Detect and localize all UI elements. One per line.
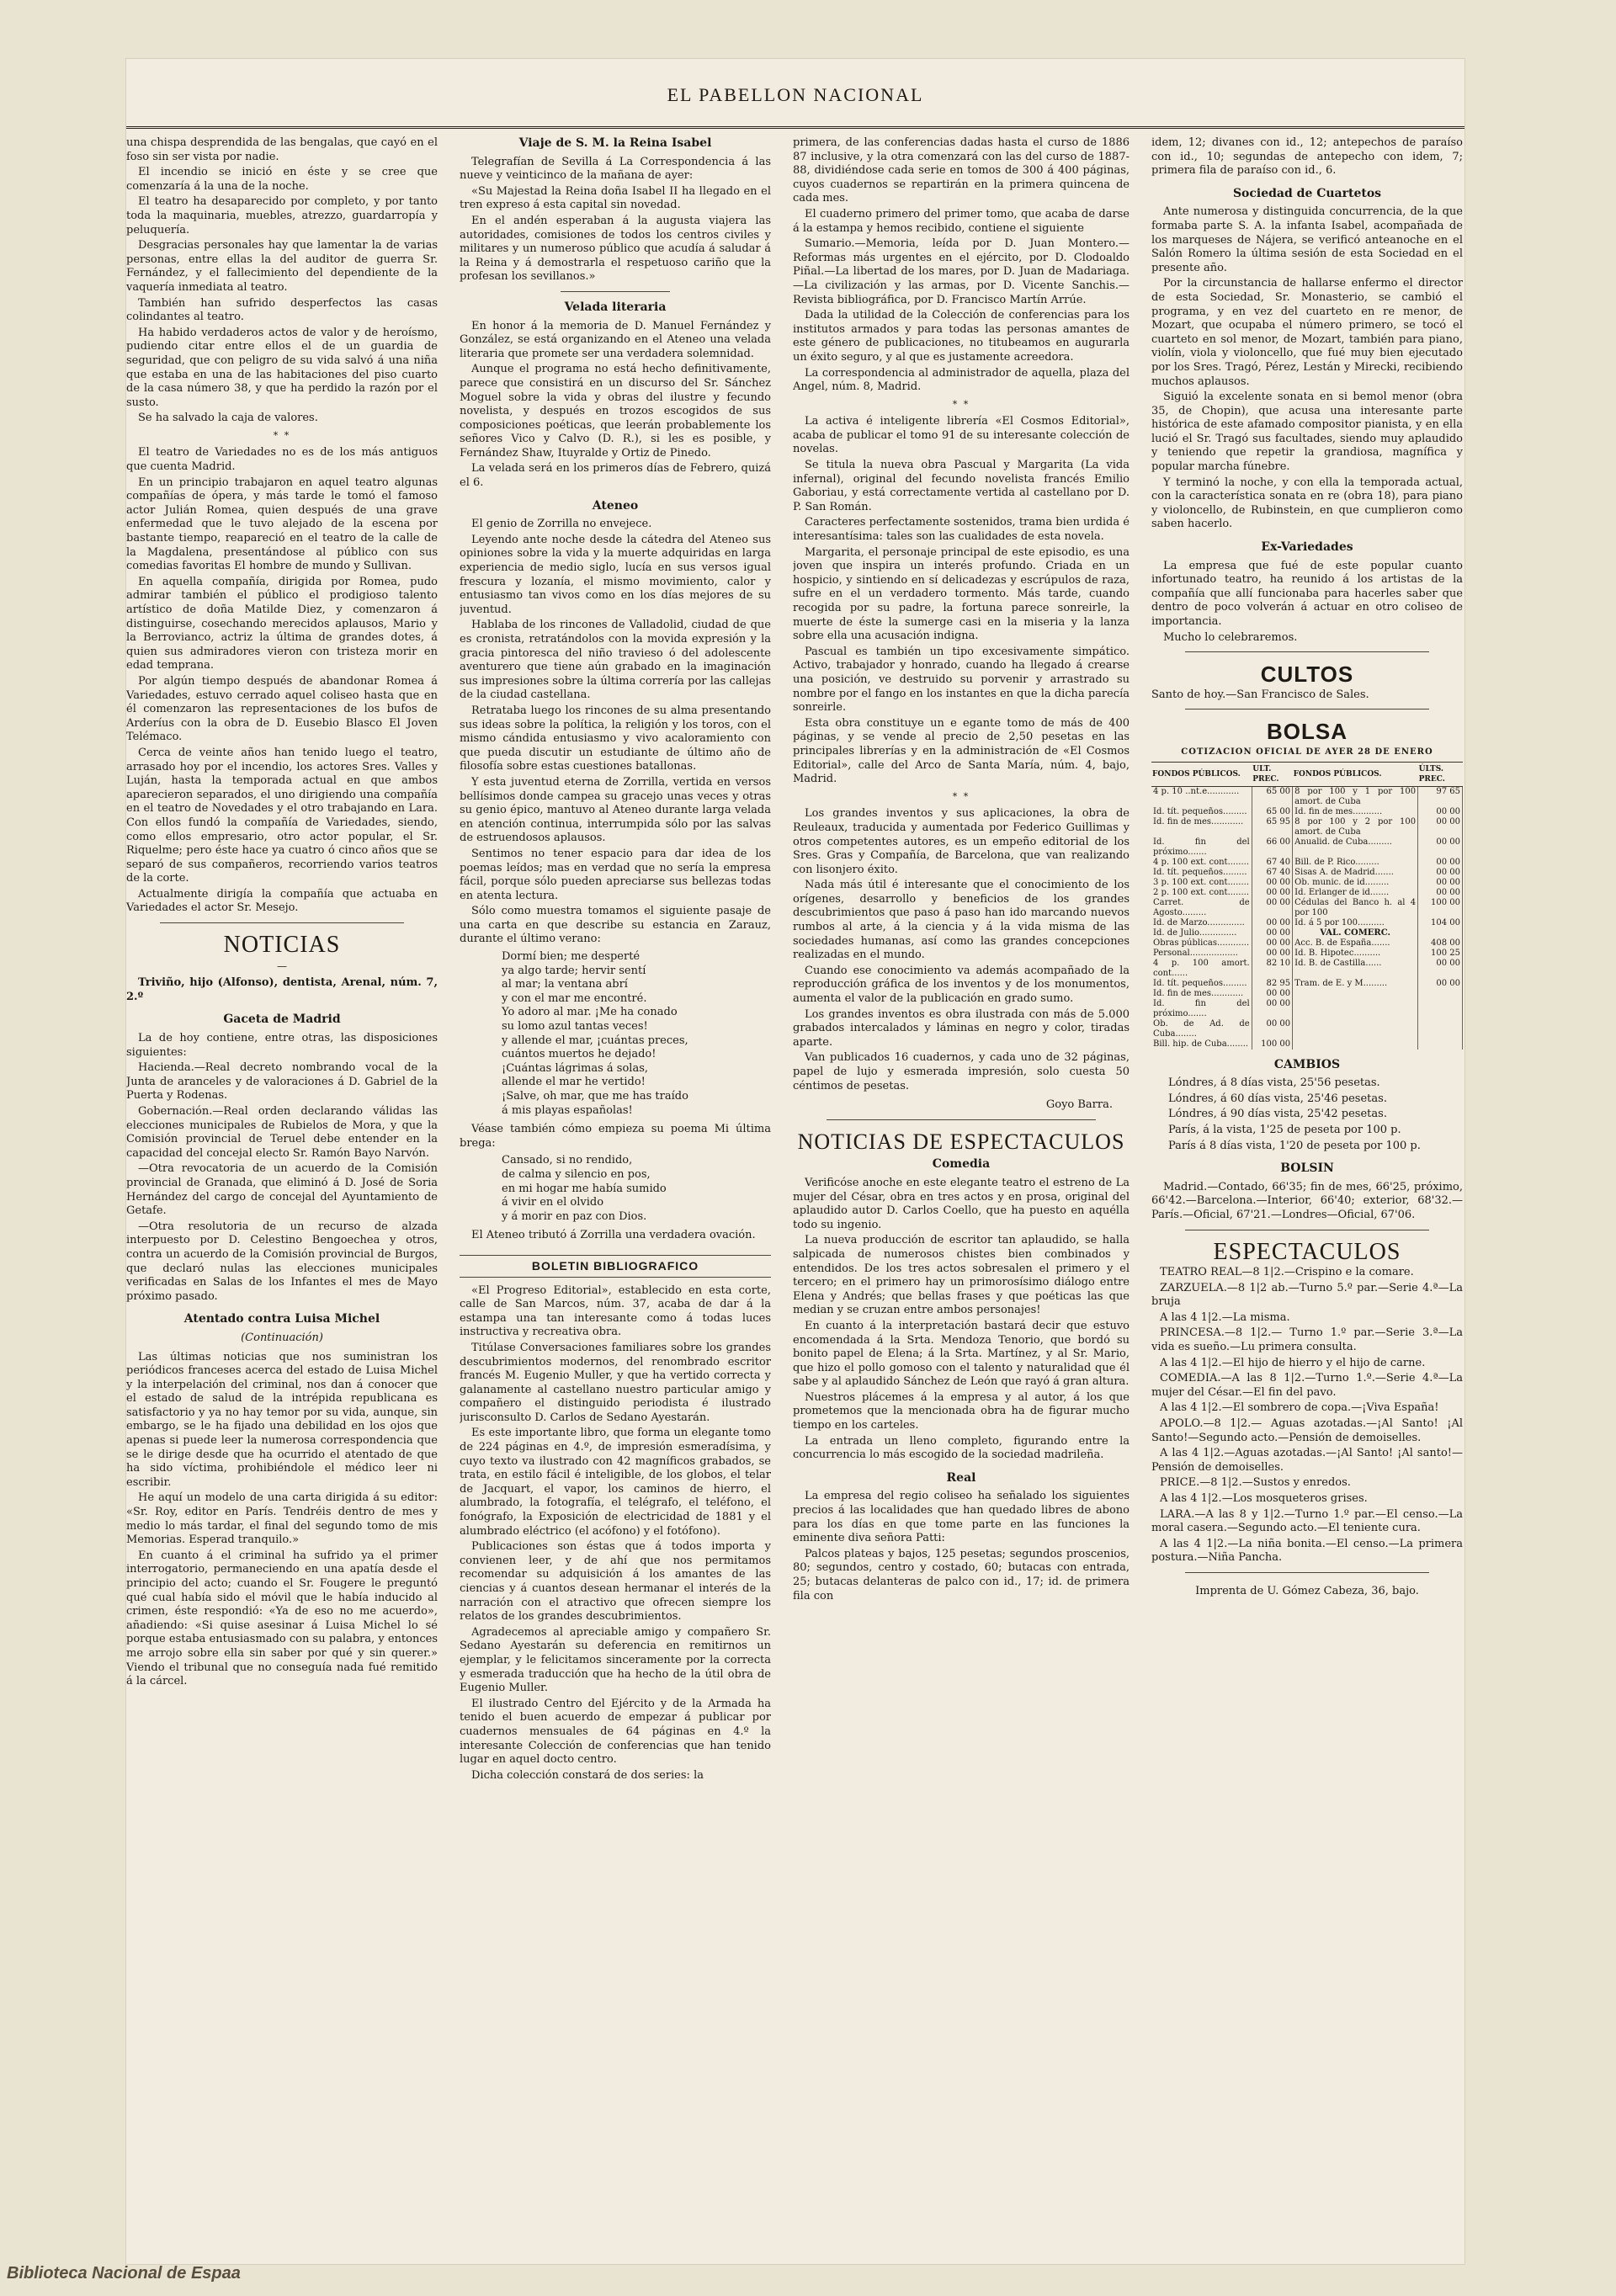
column-1 <box>126 136 438 2197</box>
paragraph: En cuanto á la interpretación bastará decir que estuvo encomendada á la Srta. Mendoza Tenorio, que bordó su bonito papel de Elena; á la Srta. Martínez, y al Sr. Mario, que hizo el pollo gomoso con el talento y naturalidad que él sabe y al aplaudido Sánchez de León que rayó á gran altura. <box>793 1319 1130 1389</box>
verse-line: de calma y silencio en pos, <box>502 1167 651 1181</box>
paragraph: «El Progreso Editorial», establecido en esta corte, calle de San Marcos, núm. 37, acaba de dar á la estampa una tan interesante como á todas luces instructiva y recreativa obra. <box>460 1284 771 1339</box>
table-cell-price: 00 00 <box>1252 888 1292 898</box>
verse-line: ¡Salve, oh mar, que me has traído <box>502 1090 688 1103</box>
library-credit: Biblioteca Nacional de Espaa <box>7 2264 241 2283</box>
list-item: A las 4 1|2.—La niña bonita.—El censo.—La primera postura.—Niña Pancha. <box>1151 1537 1463 1565</box>
table-cell-label: Tram. de E. y M......... <box>1293 979 1418 989</box>
verse-line: su lomo azul tantas veces! <box>502 1020 648 1034</box>
list-item: Lóndres, á 8 días vista, 25'56 pesetas. <box>1168 1076 1380 1090</box>
table-row <box>1151 938 1463 949</box>
paragraph: Cerca de veinte años han tenido luego el teatro, arrasado hoy por el incendio, los actores Sres. Valles y Luján, hasta la temporada actual en que ambos aparecieron separados, el uno dirigiendo una compañía en el teatro de Novedades y el otro trabajando en Lara. Con ellos fundó la compañía de Variedades, siendo, como ellos empresario, otro actor popular, el Sr. Riquelme; pero éste hace ya cuatro ó cinco años que se separó de sus compañeros, recorriendo varios teatros de la corte. <box>126 746 438 885</box>
paragraph: El cuaderno primero del primer tomo, que acaba de darse á la estampa y hemos recibido, contiene el siguiente <box>793 207 1130 235</box>
verse-line: al mar; la ventana abrí <box>502 978 628 991</box>
paragraph: El Ateneo tributó á Zorrilla una verdadera ovación. <box>471 1229 756 1242</box>
table-cell-label <box>1293 999 1418 1019</box>
list-item: ZARZUELA.—8 1|2 ab.—Turno 5.º par.—Serie 4.ª—La bruja <box>1151 1281 1463 1309</box>
bolsa-table <box>1151 762 1463 1050</box>
paragraph: En el andén esperaban á la augusta viajera las autoridades, comisiones de todos los centros civiles y militares y un numeroso público que acudía á saludar á la Reina y á demostrarla el respetuoso cariño que la profesan los sevillanos.» <box>460 214 771 284</box>
table-cell-price: 00 00 <box>1418 807 1463 817</box>
paragraph: Madrid.—Contado, 66'35; fin de mes, 66'25, próximo, 66'42.—Barcelona.—Interior, 66'40; exterior, 68'32.—París.—Oficial, 67'21.—Londres—Oficial, 67'06. <box>1151 1180 1463 1221</box>
table-cell-price: 00 00 <box>1418 858 1463 868</box>
paragraph: —Otra resolutoria de un recurso de alzada interpuesto por D. Celestino Bengoechea y otros, contra un acuerdo de la Comisión provincial de Burgos, que declaró nulas las elecciones municipales verificadas en Salas de los Infantes el mes de Mayo próximo pasado. <box>126 1220 438 1303</box>
atentado-heading: Atentado contra Luisa Michel <box>183 1312 380 1326</box>
bolsin-heading: BOLSIN <box>1280 1161 1334 1176</box>
table-cell-price <box>1418 1039 1463 1050</box>
table-cell-label: VAL. COMERC. <box>1293 928 1418 938</box>
espectaculos-list <box>1151 1266 1463 1565</box>
paragraph: Los grandes inventos es obra ilustrada con más de 5.000 grabados intercalados y láminas en negro y color, tiradas aparte. <box>793 1007 1130 1049</box>
table-cell-label: 2 p. 100 ext. cont........ <box>1151 888 1252 898</box>
list-item: Lóndres, á 90 días vista, 25'42 pesetas. <box>1168 1108 1387 1121</box>
paragraph: Dicha colección constará de dos series: la <box>471 1768 704 1782</box>
paragraph: una chispa desprendida de las bengalas, que cayó en el foso sin ser vista por nadie. <box>126 136 438 163</box>
paragraph: Margarita, el personaje principal de este episodio, es una joven que inspira un interés profundo. Criada en un hospicio, y sintiendo en sí delicadezas y escrúpulos de raza, sufre en el un verdadero tormento. Más tarde, cuando recogida por su padre, la fortuna parece sonreirle, la muerte de éste la sumerge casi en la miseria y la lanza sobre ella una acusación indigna. <box>793 545 1130 643</box>
paragraph: Retrataba luego los rincones de su alma presentando sus ideas sobre la política, la religión y los toros, con el mismo cándida entusiasmo y vivo acaloramiento con que pueda discutir un estudiante de último año de filosofía sobre estas cuestiones batallonas. <box>460 704 771 773</box>
paragraph: Cuando ese conocimiento va además acompañado de la reproducción gráfica de los inventos y de los monumentos, aumenta el valor de la publicación en grado sumo. <box>793 964 1130 1006</box>
paragraph: Nuestros plácemes á la empresa y al autor, á los que prometemos que la mencionada obra ha de figurar mucho tiempo en los carteles. <box>793 1390 1130 1432</box>
table-row <box>1151 817 1463 837</box>
paragraph: En cuanto á el criminal ha sufrido ya el primer interrogatorio, permaneciendo en una apatía desde el principio del acto; cuando el Sr. Fougere le preguntó qué cual había sido el móvil que le había inducido al crimen, éste respondió: «Ya de eso no me acuerdo», añadiendo: «Si quise asesinar á Luisa Michel lo sé porque estaba entusiasmado con su palabra, y entonces me arrojo sobre ella sin saber por qué y sin querer.» Viendo el tribunal que no conseguía nada fué remitido á la cárcel. <box>126 1549 438 1688</box>
table-cell-label: 8 por 100 y 1 por 100 amort. de Cuba <box>1293 786 1418 807</box>
table-cell-label: 4 p. 100 ext. cont........ <box>1151 858 1252 868</box>
divider <box>561 291 670 292</box>
table-cell-label <box>1293 1019 1418 1039</box>
list-item: A las 4 1|2.—El sombrero de copa.—¡Viva España! <box>1160 1401 1439 1415</box>
paragraph: Palcos plateas y bajos, 125 pesetas; segundos proscenios, 80; segundos, centro y costado, 60; butacas con entrada, 25; butacas delanteras de palco con id., 17; id. de primera fila con <box>793 1547 1130 1602</box>
columns <box>126 136 1464 2197</box>
divider <box>827 1119 1096 1120</box>
table-cell-label: Id. B. de Castilla...... <box>1293 959 1418 979</box>
divider <box>160 922 404 923</box>
table-cell-price <box>1418 999 1463 1019</box>
divider <box>1185 709 1429 710</box>
table-cell-label: Id. á 5 por 100.......... <box>1293 918 1418 928</box>
paragraph: Ante numerosa y distinguida concurrencia, de la que formaba parte S. A. la infanta Isabel, acompañada de los marqueses de Nájera, se verificó anteanoche en el Salón Romero la última sesión de esta Sociedad en el presente año. <box>1151 205 1463 274</box>
santo-line: Santo de hoy.—San Francisco de Sales. <box>1151 688 1369 701</box>
table-cell-price: 67 40 <box>1252 868 1292 878</box>
table-cell-label <box>1293 1039 1418 1050</box>
paragraph: Gobernación.—Real orden declarando válidas las elecciones municipales de Rubielos de Mora, y que la Comisión provincial de Teruel debe entender en la capacidad del concejal electo Sr. Ramón Bayo Narvón. <box>126 1105 438 1160</box>
table-cell-label: Bill. hip. de Cuba........ <box>1151 1039 1252 1050</box>
paragraph: Desgracias personales hay que lamentar la de varias personas, entre ellas la del auditor de guerra Sr. Fernández, y el fallecimiento del dependiente de la vaquería inmediata al teatro. <box>126 239 438 294</box>
column-2 <box>460 136 771 2197</box>
verse-line: en mi hogar me había sumido <box>502 1182 667 1195</box>
table-row <box>1151 888 1463 898</box>
table-cell-price: 00 00 <box>1252 989 1292 999</box>
table-cell-price: 00 00 <box>1418 888 1463 898</box>
table-cell-label: Carret. de Agosto......... <box>1151 898 1252 918</box>
paragraph: Ha habido verdaderos actos de valor y de heroísmo, pudiendo citar entre ellos el de un guardia de seguridad, que con peligro de su vida salvó á una niña que estaba en una de las habitaciones del piso cuarto de la casa número 38, y que ha perdido la razón por el susto. <box>126 326 438 409</box>
table-cell-label: Bill. de P. Rico......... <box>1293 858 1418 868</box>
boletin-heading: BOLETIN BIBLIOGRAFICO <box>460 1255 771 1278</box>
list-item: LARA.—A las 8 y 1|2.—Turno 1.º par.—El censo.—La moral casera.—Segundo acto.—El teniente cura. <box>1151 1507 1463 1535</box>
newspaper-page <box>126 59 1464 2264</box>
paragraph: Sentimos no tener espacio para dar idea de los poemas leídos; mas en verdad que no sería la empresa fácil, porque sólo pueden apreciarse sus bellezas todas en atenta lectura. <box>460 847 771 902</box>
table-cell-price: 00 00 <box>1252 928 1292 938</box>
table-cell-label <box>1293 989 1418 999</box>
table-cell-price: 67 40 <box>1252 858 1292 868</box>
table-cell-label: Id. fin de mes............ <box>1151 817 1252 837</box>
noticias-espectaculos-heading: NOTICIAS DE ESPECTACULOS <box>797 1129 1125 1154</box>
table-cell-label: 4 p. 10 ..nt.e............ <box>1151 786 1252 807</box>
sociedad-heading: Sociedad de Cuartetos <box>1232 186 1382 200</box>
table-cell-label: Id. tít. pequeños......... <box>1151 868 1252 878</box>
paragraph: En honor á la memoria de D. Manuel Fernández y González, se está organizando en el Ateneo una velada literaria que promete ser una verdadera solemnidad. <box>460 319 771 360</box>
paragraph: Titúlase Conversaciones familiares sobre los grandes descubrimientos modernos, del renombrado escritor francés M. Eugenio Muller, y que ha vertido correcta y galanamente al castellano nuestro particular amigo y compañero el distinguido periodista é ilustrado jurisconsulto D. Carlos de Sedano Ayestarán. <box>460 1341 771 1424</box>
paragraph: Por la circunstancia de hallarse enfermo el director de esta Sociedad, Sr. Monasterio, se cambió el programa, y en vez del cuarteto en re menor, de Mozart, que ocupaba el número primero, se tocó el cuarteto en sol menor, de Mozart, también para piano, violín, viola y violoncello, que fué muy bien ejecutado por los Sres. Tragó, Pérez, Lestán y Mirecki, recibiendo muchos aplausos. <box>1151 277 1463 388</box>
verse-line: Dormí bien; me desperté <box>502 950 641 964</box>
paragraph: Caracteres perfectamente sostenidos, trama bien urdida é interesantísima: tales son las cualidades de esta novela. <box>793 516 1130 544</box>
verse-line: y á morir en paz con Dios. <box>502 1209 647 1223</box>
paragraph: La entrada un lleno completo, figurando entre la concurrencia lo más escogido de la sociedad madrileña. <box>793 1434 1130 1462</box>
table-row <box>1151 1039 1463 1050</box>
table-cell-price: 104 00 <box>1418 918 1463 928</box>
verse-block-1 <box>502 950 771 1118</box>
table-cell-label: Personal.................. <box>1151 949 1252 959</box>
imprenta-line: Imprenta de U. Gómez Cabeza, 36, bajo. <box>1195 1584 1419 1597</box>
table-cell-price: 00 00 <box>1418 817 1463 837</box>
verse-block-2 <box>502 1154 771 1224</box>
bolsa-table-body <box>1151 786 1463 1050</box>
table-cell-price: 00 00 <box>1252 918 1292 928</box>
table-cell-label: Obras públicas............ <box>1151 938 1252 949</box>
gaceta-heading: Gaceta de Madrid <box>223 1012 341 1027</box>
paragraph: Hacienda.—Real decreto nombrando vocal de la Junta de aranceles y de valoraciones á D. Gabriel de la Puerta y Rodenas. <box>126 1061 438 1103</box>
table-cell-price <box>1418 928 1463 938</box>
verse-line: Yo adoro al mar. ¡Me ha conado <box>502 1006 678 1019</box>
paragraph: Mucho lo celebraremos. <box>1163 630 1298 644</box>
masthead: EL PABELLON NACIONAL <box>667 84 924 105</box>
verse-line: y allende el mar, ¡cuántas preces, <box>502 1034 688 1047</box>
viaje-heading: Viaje de S. M. la Reina Isabel <box>518 136 712 150</box>
verse-line: cuántos muertos he dejado! <box>502 1048 656 1061</box>
table-cell-price: 00 00 <box>1418 959 1463 979</box>
paragraph: El incendio se inició en éste y se cree que comenzaría á la una de la noche. <box>126 166 438 193</box>
paragraph: Véase también cómo empieza su poema Mi última brega: <box>460 1123 771 1150</box>
paragraph: «Su Majestad la Reina doña Isabel II ha llegado en el tren expreso á esta capital sin novedad. <box>460 184 771 212</box>
paragraph: Verificóse anoche en este elegante teatro el estreno de La mujer del César, obra en tres actos y en prosa, original del aplaudido autor D. Carlos Coello, que ha puesto en aquélla todo su ingenio. <box>793 1176 1130 1231</box>
table-cell-price: 82 10 <box>1252 959 1292 979</box>
list-item: París, á la vista, 1'25 de peseta por 100 p. <box>1168 1123 1401 1136</box>
list-item: TEATRO REAL—8 1|2.—Crispino e la comare. <box>1160 1266 1414 1279</box>
list-item: A las 4 1|2.—Aguas azotadas.—¡Al Santo! ¡Al santo!—Pensión de demoiselles. <box>1151 1447 1463 1474</box>
paragraph: Las últimas noticias que nos suministran los periódicos franceses acerca del estado de Luisa Michel y la interpelación del criminal, nos dan á conocer que el estado de salud de la intrépida republicana es satisfactorio y ya no hay temor por su vida, aunque, sin embargo, se le ha fijado una debilidad en los ojos que apenas si puede leer la numerosa correspondencia que se le dirige desde que ha ocurrido el atentado de que ha sido víctima, prohibiéndole el médico leer ni escribir. <box>126 1350 438 1489</box>
paragraph: Publicaciones son éstas que á todos importa y convienen leer, y de ahí que nos permitamos recomendar su adquisición á los amantes de las ciencias y á cuantos desean hermanar el interés de la narración con el atractivo que ofrecen siempre los relatos de los grandes descubrimientos. <box>460 1540 771 1624</box>
cambios-list <box>1151 1076 1463 1153</box>
comedia-heading: Comedia <box>932 1157 991 1172</box>
table-cell-label: Id. B. Hipotec.......... <box>1293 949 1418 959</box>
verse-line: y con el mar me encontré. <box>502 991 647 1005</box>
signature: Goyo Barra. <box>1045 1098 1113 1112</box>
table-cell-price: 00 00 <box>1252 898 1292 918</box>
espectaculos-heading: ESPECTACULOS <box>1213 1238 1401 1265</box>
paragraph: Sólo como muestra tomamos el siguiente pasaje de una carta en que describe su estancia en Zarauz, durante el último verano: <box>460 905 771 946</box>
table-cell-price: 00 00 <box>1252 938 1292 949</box>
table-cell-price: 00 00 <box>1418 868 1463 878</box>
verse-line: Cansado, si no rendido, <box>502 1154 633 1167</box>
table-cell-price <box>1418 989 1463 999</box>
column-3 <box>793 136 1130 2197</box>
ex-variedades-heading: Ex-Variedades <box>1261 540 1353 555</box>
list-item: COMEDIA.—A las 8 1|2.—Turno 1.º.—Serie 4.ª—La mujer del César.—El fin del pavo. <box>1151 1372 1463 1399</box>
verse-line: ya algo tarde; hervir sentí <box>502 964 646 977</box>
table-cell-label: Acc. B. de España....... <box>1293 938 1418 949</box>
table-cell-price: 97 65 <box>1418 786 1463 807</box>
paragraph: Se titula la nueva obra Pascual y Margarita (La vida infernal), original del fecundo novelista francés Emilio Gaboriau, y está correctamente vertida al castellano por D. P. San Román. <box>793 459 1130 513</box>
divider <box>1185 1572 1429 1573</box>
table-header: FONDOS PÚBLICOS. <box>1151 762 1252 786</box>
table-cell-price: 00 00 <box>1418 979 1463 989</box>
separator-stars: * * <box>273 429 291 441</box>
paragraph: Dada la utilidad de la Colección de conferencias para los institutos armados y para todas las personas amantes de este género de publicaciones, no titubeamos en augurarla un éxito seguro, y al que es justamente acreedora. <box>793 309 1130 364</box>
paragraph: La de hoy contiene, entre otras, las disposiciones siguientes: <box>126 1032 438 1059</box>
verse-line: á vivir en el olvido <box>502 1196 604 1209</box>
table-cell-label: Id. fin de mes............ <box>1151 989 1252 999</box>
paragraph: Se ha salvado la caja de valores. <box>138 412 318 425</box>
table-row <box>1151 858 1463 868</box>
paragraph: La nueva producción de escritor tan aplaudido, se halla salpicada de numerosos chistes bien combinados y entendidos. De los tres actos sobresalen el primero y el tercero; en el primero hay un primorosísimo diálogo entre Elena y Andrés; que bellas frases y que poéticas las que median y se cruzan entre ambos personajes! <box>793 1234 1130 1317</box>
table-row <box>1151 837 1463 858</box>
table-row <box>1151 949 1463 959</box>
table-cell-price: 00 00 <box>1252 878 1292 888</box>
table-row <box>1151 1019 1463 1039</box>
paragraph: Pascual es también un tipo excesivamente simpático. Activo, trabajador y honrado, cuando ha llegado á crearse una posición, ve destruido su porvenir y arrastrado su nombre por el fango en los instantes en que la dicha parecía sonreirle. <box>793 645 1130 715</box>
divider <box>1185 651 1429 652</box>
table-cell-label: Anualid. de Cuba......... <box>1293 837 1418 858</box>
paragraph: En aquella compañía, dirigida por Romea, pudo admirar también el público el prodigioso talento artístico de doña Matilde Diez, y comenzaron á distinguirse, cosechando merecidos aplausos, Mario y la Berrovianco, actriz la última de grandes dotes, á quien sus admiradores vieron con tristeza morir en edad temprana. <box>126 575 438 672</box>
verse-line: ¡Cuántas lágrimas á solas, <box>502 1061 649 1075</box>
table-cell-price: 00 00 <box>1252 999 1292 1019</box>
paragraph: Hablaba de los rincones de Valladolid, ciudad de que es cronista, retratándolos con la movida expresión y la gracia pintoresca del niño travieso ó del adolescente aventurero que tiene aún grabado en la imaginación sus impresiones sobre la última correría por las callejas de la ciudad castellana. <box>460 619 771 702</box>
noticias-heading: NOTICIAS <box>223 932 341 959</box>
paragraph: Nada más útil é interesante que el conocimiento de los orígenes, desarrollo y beneficios de los grandes descubrimientos que paso á paso han ido marcando nuevos rumbos al arte, á la ciencia y á la vida misma de las sociedades humanas, así como las grandes concepciones realizadas en el mundo. <box>793 879 1130 962</box>
paragraph: Y esta juventud eterna de Zorrilla, vertida en versos bellísimos donde campea su gracejo unas veces y otras su genio épico, mantuvo al Ateneo durante larga velada en atención continua, interrumpida sólo por las salvas de estruendosos aplausos. <box>460 775 771 845</box>
table-row <box>1151 898 1463 918</box>
table-row <box>1151 868 1463 878</box>
paragraph: La empresa que fué de este popular cuanto infortunado teatro, ha reunido á los artistas de la compañía que allí funcionaba para hacerles saber que dentro de poco volverán á actuar en otro coliseo de importancia. <box>1151 559 1463 628</box>
paragraph: El genio de Zorrilla no envejece. <box>471 518 652 531</box>
column-4 <box>1151 136 1463 2197</box>
paragraph: —Otra revocatoria de un acuerdo de la Comisión provincial de Granada, que eliminó á D. José de Soria Hernández del cargo de concejal del Ayuntamiento de Getafe. <box>126 1162 438 1218</box>
table-cell-price: 82 95 <box>1252 979 1292 989</box>
cultos-heading: CULTOS <box>1260 662 1354 688</box>
table-row <box>1151 989 1463 999</box>
paragraph: La activa é inteligente librería «El Cosmos Editorial», acaba de publicar el tomo 91 de su interesante colección de novelas. <box>793 415 1130 456</box>
paragraph: Y terminó la noche, y con ella la temporada actual, con la característica sonata en re (obra 18), para piano y violoncello, de Rubinstein, en que cumplieron como saben hacerlo. <box>1151 476 1463 531</box>
paragraph: Agradecemos al apreciable amigo y compañero Sr. Sedano Ayestarán su deferencia en remitirnos un ejemplar, y le felicitamos sinceramente por la correcta y esmerada traducción que ha hecho de la útil obra de Eugenio Muller. <box>460 1625 771 1695</box>
list-item: APOLO.—8 1|2.— Aguas azotadas.—¡Al Santo! ¡Al Santo!—Segundo acto.—Pensión de demoiselles. <box>1151 1417 1463 1444</box>
table-cell-label: Id. tít. pequeños......... <box>1151 979 1252 989</box>
table-cell-label: Id. fin de mes........... <box>1293 807 1418 817</box>
table-header: FONDOS PÚBLICOS. <box>1293 762 1418 786</box>
table-cell-price: 00 00 <box>1252 1019 1292 1039</box>
table-cell-price: 00 00 <box>1418 878 1463 888</box>
table-row <box>1151 878 1463 888</box>
real-heading: Real <box>946 1470 976 1485</box>
table-row <box>1151 959 1463 979</box>
table-row <box>1151 807 1463 817</box>
table-cell-label: Cédulas del Banco h. al 4 por 100 <box>1293 898 1418 918</box>
table-cell-price: 65 95 <box>1252 817 1292 837</box>
table-cell-label: Id. de Marzo.............. <box>1151 918 1252 928</box>
velada-heading: Velada literaria <box>564 300 667 314</box>
paragraph: idem, 12; divanes con id., 12; antepechos de paraíso con id., 10; segundas de antepecho con idem, 7; primera fila de paraíso con id., 6. <box>1151 136 1463 178</box>
table-row <box>1151 999 1463 1019</box>
list-item: A las 4 1|2.—El hijo de hierro y el hijo de carne. <box>1160 1356 1426 1369</box>
table-cell-price: 66 00 <box>1252 837 1292 858</box>
table-cell-price: 100 00 <box>1418 898 1463 918</box>
table-cell-price: 00 00 <box>1252 949 1292 959</box>
table-cell-label: Id. de Julio.............. <box>1151 928 1252 938</box>
table-cell-label: Ob. munic. de id......... <box>1293 878 1418 888</box>
paragraph: Van publicados 16 cuadernos, y cada uno de 32 páginas, papel de lujo y esmerada impresión, solo cuesta 50 céntimos de pesetas. <box>793 1051 1130 1092</box>
table-cell-price <box>1418 1019 1463 1039</box>
dash: — <box>277 959 287 972</box>
continuacion-label: (Continuación) <box>241 1331 323 1344</box>
cotizacion-label: COTIZACION OFICIAL DE AYER 28 DE ENERO <box>1181 747 1433 757</box>
list-item: PRINCESA.—8 1|2.— Turno 1.º par.—Serie 3.ª—La vida es sueño.—Lu primera consulta. <box>1151 1326 1463 1354</box>
table-row <box>1151 979 1463 989</box>
table-cell-label: Id. fin del próximo....... <box>1151 837 1252 858</box>
paragraph: primera, de las conferencias dadas hasta el curso de 1886 87 inclusive, y la otra comenzará con las del curso de 1887-88, dividiéndose cada serie en tomos de 300 á 400 páginas, cuyos cuadernos se repartirán en la primera quincena de cada mes. <box>793 136 1130 205</box>
ateneo-heading: Ateneo <box>592 498 639 513</box>
list-item: Lóndres, á 60 días vista, 25'46 pesetas. <box>1168 1092 1387 1105</box>
paragraph: Aunque el programa no está hecho definitivamente, parece que consistirá en un discurso del Sr. Sánchez Moguel sobre la vida y obras del ilustre y fecundo novelista, y después en trozos escogidos de sus composiciones poéticas, que leerán probablemente los señores Vico y Calvo (D. R.), si les es posible, y Fernández Shaw, Ituyralde y Ortiz de Pinedo. <box>460 363 771 460</box>
verse-line: á mis playas españolas! <box>502 1103 633 1117</box>
table-cell-label: Sisas A. de Madrid....... <box>1293 868 1418 878</box>
table-row <box>1151 786 1463 807</box>
bolsa-heading: BOLSA <box>1267 719 1348 745</box>
paragraph: También han sufrido desperfectos las casas colindantes al teatro. <box>126 296 438 324</box>
list-item: A las 4 1|2.—La misma. <box>1160 1310 1290 1324</box>
table-header: ÚLTS. PREC. <box>1418 762 1463 786</box>
table-cell-label: Id. fin del próximo....... <box>1151 999 1252 1019</box>
table-cell-price: 65 00 <box>1252 786 1292 807</box>
paragraph: En un principio trabajaron en aquel teatro algunas compañías de ópera, y más tarde le tomó el famoso actor Julián Romea, quien después de una grave enfermedad que le tuvo alejado de la escena por bastante tiempo, reapareció en el teatro de la calle de la Magdalena, presentándose al público con sus comedias favoritas El hombre de mundo y Sullivan. <box>126 476 438 573</box>
separator-stars: * * <box>952 790 970 802</box>
table-cell-price: 100 00 <box>1252 1039 1292 1050</box>
paragraph: Los grandes inventos y sus aplicaciones, la obra de Reuleaux, traducida y aumentada por Federico Guillimas y otros competentes autores, es un empeño editorial de los Sres. Gras y Compañía, de Barcelona, que van realizando con lisonjero éxito. <box>793 807 1130 876</box>
table-cell-label: Id. tít. pequeños......... <box>1151 807 1252 817</box>
verse-line: allende el mar he vertido! <box>502 1076 646 1089</box>
separator-stars: * * <box>952 398 970 410</box>
paragraph: Actualmente dirigía la compañía que actuaba en Variedades el actor Sr. Mesejo. <box>126 887 438 915</box>
table-cell-label: Id. Erlanger de id....... <box>1293 888 1418 898</box>
table-row <box>1151 928 1463 938</box>
cambios-heading: CAMBIOS <box>1273 1057 1341 1071</box>
paragraph: He aquí un modelo de una carta dirigida á su editor: «Sr. Roy, editor en París. Tendréis dentro de mes y medio lo más tardar, el final del segundo tomo de mis Memorias. Esperad tranquilo.» <box>126 1491 438 1547</box>
list-item: A las 4 1|2.—Los mosqueteros grises. <box>1160 1492 1368 1505</box>
table-header: ULT. PREC. <box>1252 762 1292 786</box>
paragraph: La correspondencia al administrador de aquella, plaza del Angel, núm. 8, Madrid. <box>793 366 1130 394</box>
table-cell-label: 3 p. 100 ext. cont........ <box>1151 878 1252 888</box>
paragraph: La empresa del regio coliseo ha señalado los siguientes precios á las localidades que han quedado libres de abono para los días en que tome parte en las funciones la eminente diva señora Patti: <box>793 1490 1130 1545</box>
paragraph: El ilustrado Centro del Ejército y de la Armada ha tenido el buen acuerdo de empezar á publicar por cuadernos mensuales de 64 páginas en 4.º la interesante Colección de conferencias que han tenido lugar en aquel docto centro. <box>460 1697 771 1767</box>
paragraph: La velada será en los primeros días de Febrero, quizá el 6. <box>460 462 771 490</box>
table-cell-price: 65 00 <box>1252 807 1292 817</box>
paragraph: Telegrafían de Sevilla á La Correspondencia á las nueve y veinticinco de la mañana de ayer: <box>460 155 771 183</box>
paragraph: Es este importante libro, que forma un elegante tomo de 224 páginas en 4.º, de impresión esmeradísima, y cuyo texto va ilustrado con 42 magníficos grabados, se trata, en estilo fácil é inteligible, de los globos, el telar de Jacquart, el vapor, los caminos de hierro, el alumbrado, la fotografía, el telégrafo, el teléfono, el fonógrafo, la Exposición de electricidad de 1881 y el alumbrado eléctrico (el acófono) y el fotófono). <box>460 1427 771 1538</box>
table-cell-price: 100 25 <box>1418 949 1463 959</box>
masthead-rule <box>126 126 1464 129</box>
paragraph: El teatro de Variedades no es de los más antiguos que cuenta Madrid. <box>126 446 438 474</box>
paragraph: Por algún tiempo después de abandonar Romea á Variedades, estuvo cerrado aquel coliseo hasta que en él comenzaron las representaciones de los bufos de Arderíus con la obra de D. Eusebio Blasco El Joven Telémaco. <box>126 674 438 744</box>
paragraph: Siguió la excelente sonata en si bemol menor (obra 35, de Chopin), que acusa una interesante parte histórica de este afamado compositor pianista, y en ella lució el Sr. Tragó sus facultades, siendo muy aplaudido y teniendo que repetir la grandiosa, magnífica y popular marcha fúnebre. <box>1151 391 1463 474</box>
paragraph: Sumario.—Memoria, leída por D. Juan Montero.—Reformas más urgentes en el ejército, por D. Clodoaldo Piñal.—La libertad de los mares, por D. Juan de Madariaga.—La civilización y las armas, por D. Vicente Sanchis.—Revista bibliográfica, por D. Francisco Martín Arrúe. <box>793 237 1130 306</box>
table-cell-label: Ob. de Ad. de Cuba........ <box>1151 1019 1252 1039</box>
table-row <box>1151 918 1463 928</box>
table-cell-price: 00 00 <box>1418 837 1463 858</box>
paragraph: El teatro ha desaparecido por completo, y por tanto toda la maquinaria, muebles, atrezzo, guardarropía y peluquería. <box>126 195 438 237</box>
table-cell-label: 8 por 100 y 2 por 100 amort. de Cuba <box>1293 817 1418 837</box>
table-cell-label: 4 p. 100 amort. cont...... <box>1151 959 1252 979</box>
paragraph: Leyendo ante noche desde la cátedra del Ateneo sus opiniones sobre la vida y la muerte adquiridas en larga experiencia de medio siglo, lucía en sus versos igual frescura y lozanía, el mismo movimiento, calor y entusiasmo tan vivos como en los días mejores de su juventud. <box>460 533 771 616</box>
list-item: PRICE.—8 1|2.—Sustos y enredos. <box>1160 1476 1351 1490</box>
paragraph: Esta obra constituye un e egante tomo de más de 400 páginas, y se vende al precio de 2,50 pesetas en las principales librerías y en la administración de «El Cosmos Editorial», calle del Arco de Santa María, núm. 4, bajo, Madrid. <box>793 716 1130 786</box>
trivino-ad: Triviño, hijo (Alfonso), dentista, Arenal, núm. 7, 2.º <box>126 976 438 1003</box>
list-item: París á 8 días vista, 1'20 de peseta por 100 p. <box>1168 1139 1421 1152</box>
table-cell-price: 408 00 <box>1418 938 1463 949</box>
